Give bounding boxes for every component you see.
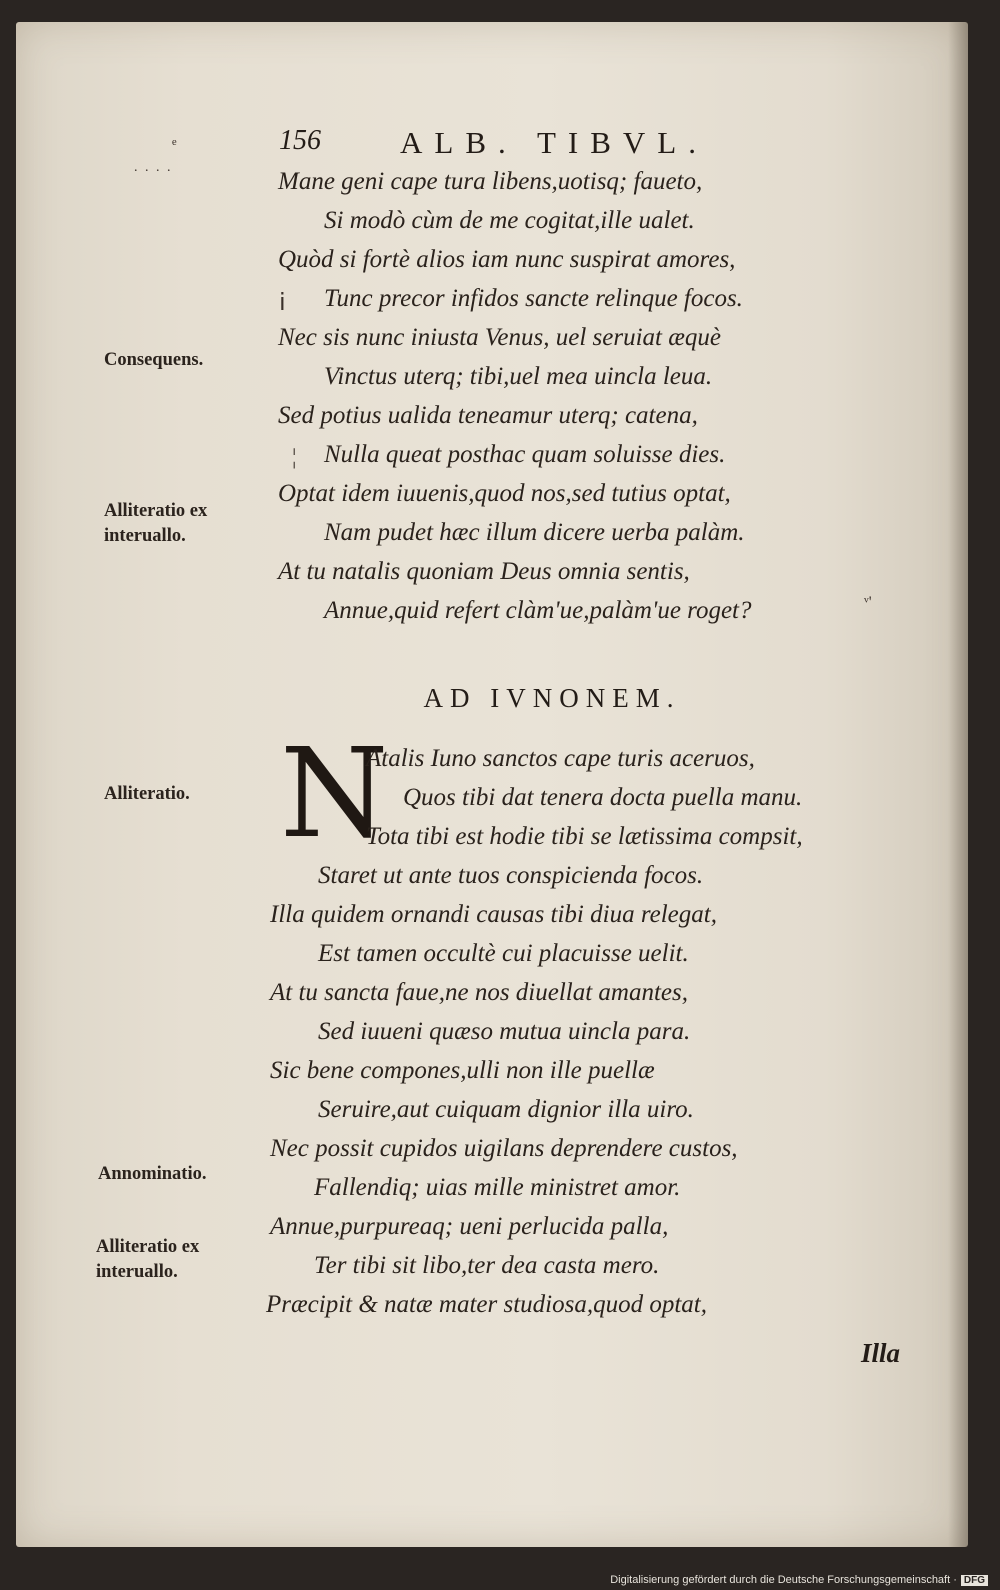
margin-note: Alliteratio.	[104, 784, 190, 804]
verse-line: Staret ut ante tuos conspicienda focos.	[318, 862, 704, 889]
running-header	[16, 125, 968, 165]
book-page	[16, 22, 968, 1547]
verse-line: Atalis Iuno sanctos cape turis aceruos,	[366, 745, 755, 772]
ink-mark: ᵉ	[172, 134, 177, 154]
verse-line: Annue,quid refert clàm'ue,palàm'ue roget?	[324, 597, 752, 624]
running-title: ALB. TIBVL.	[400, 125, 708, 160]
verse-line: Nam pudet hæc illum dicere uerba palàm.	[324, 519, 745, 546]
margin-note: Alliteratio ex interuallo.	[96, 1237, 200, 1282]
margin-note: Annominatio.	[98, 1164, 207, 1184]
verse-line: At tu sancta faue,ne nos diuellat amantes,	[270, 979, 689, 1006]
credit-text: Digitalisierung gefördert durch die Deutsche Forschungsgemeinschaft ·	[610, 1574, 957, 1586]
margin-note: Alliteratio ex interuallo.	[104, 501, 208, 546]
section-heading: AD IVNONEM.	[423, 683, 681, 713]
ink-mark: ⅰ	[279, 290, 286, 316]
verse-line: Præcipit & natæ mater studiosa,quod optat,	[266, 1291, 707, 1318]
verse-line: Annue,purpureaq; ueni perlucida palla,	[270, 1213, 669, 1240]
page-number: 156	[279, 125, 321, 156]
verse-line: Tota tibi est hodie tibi se lætissima compsit,	[366, 823, 803, 850]
verse-line: Sed potius ualida teneamur uterq; catena,	[278, 402, 698, 429]
digitization-credit	[610, 1574, 988, 1586]
verse-line: Sed iuueni quæso mutua uincla para.	[318, 1018, 691, 1045]
ink-mark: ᵛ'	[864, 594, 872, 611]
verse-line: Ter tibi sit libo,ter dea casta mero.	[314, 1252, 660, 1279]
margin-note: Consequens.	[104, 350, 204, 370]
verse-line: Quòd si fortè alios iam nunc suspirat amores,	[278, 246, 736, 273]
verse-line: Nec possit cupidos uigilans deprendere custos,	[270, 1135, 738, 1162]
verse-line: Sic bene compones,ulli non ille puellæ	[270, 1057, 655, 1084]
verse-line: Nec sis nunc iniusta Venus, uel seruiat æquè	[278, 324, 722, 351]
verse-line: At tu natalis quoniam Deus omnia sentis,	[278, 558, 690, 585]
verse-line: Seruire,aut cuiquam dignior illa uiro.	[318, 1096, 694, 1123]
verse-line: Tunc precor infidos sancte relinque focos.	[324, 285, 743, 312]
verse-line: Vinctus uterq; tibi,uel mea uincla leua.	[324, 363, 713, 390]
drop-capital-letter: N	[280, 722, 389, 866]
verse-line: Nulla queat posthac quam soluisse dies.	[324, 441, 726, 468]
ink-mark: . . . .	[134, 160, 173, 175]
catchword: Illa	[861, 1338, 901, 1368]
verse-line: Est tamen occultè cui placuisse uelit.	[318, 940, 689, 967]
verse-line: Illa quidem ornandi causas tibi diua relegat,	[270, 901, 717, 928]
verse-line: Fallendiq; uias mille ministret amor.	[314, 1174, 681, 1201]
ink-mark: ¦	[292, 444, 297, 469]
verse-line: Si modò cùm de me cogitat,ille ualet.	[324, 207, 695, 234]
verse-line: Optat idem iuuenis,quod nos,sed tutius optat,	[278, 480, 731, 507]
verse-line: Mane geni cape tura libens,uotisq; faueto,	[278, 168, 703, 195]
dfg-logo: DFG	[961, 1575, 988, 1586]
verse-line: Quos tibi dat tenera docta puella manu.	[403, 784, 803, 811]
